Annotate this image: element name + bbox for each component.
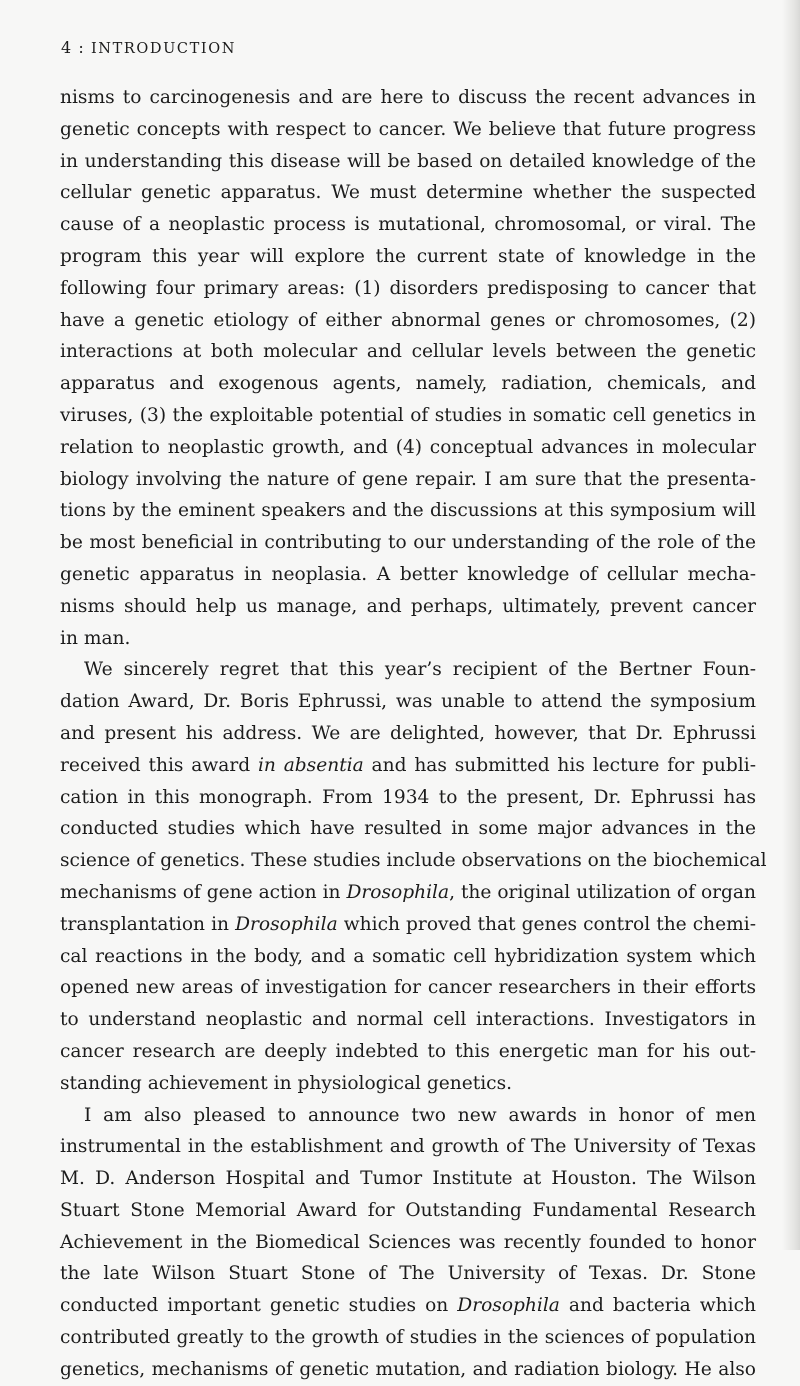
text-line [60,813,756,845]
text-run: conducted studies which have resulted in some major advances in the [60,818,756,840]
text-line [60,432,756,464]
text-run: science of genetics. These studies include observations on the biochemical [60,850,767,872]
text-line [60,1354,756,1386]
text-line [60,782,756,814]
text-run: , the original utilization of organ [449,881,756,903]
text-line [60,941,756,973]
text-line [60,909,756,941]
text-run: which proved that genes control the chemi- [337,913,756,935]
text-run: and has submitted his lecture for publi- [363,754,756,776]
text-run: contributed greatly to the growth of studies in the sciences of population [60,1327,756,1349]
text-run: genetic apparatus in neoplasia. A better knowledge of cellular mecha- [60,563,756,585]
text-line [60,1195,756,1227]
text-run: nisms should help us manage, and perhaps, ultimately, prevent cancer [60,595,756,617]
text-run: be most beneficial in contributing to our understanding of the role of the [60,532,756,554]
text-run: We sincerely regret that this year’s recipient of the Bertner Foun- [84,659,756,681]
text-line [60,209,756,241]
text-run: cal reactions in the body, and a somatic cell hybridization system which [60,945,756,967]
text-run: have a genetic etiology of either abnormal genes or chromosomes, (2) [60,309,756,331]
text-run: dation Award, Dr. Boris Ephrussi, was unable to attend the symposium [60,691,756,713]
text-run: Stuart Stone Memorial Award for Outstanding Fundamental Research [60,1199,756,1221]
text-run: in man. [60,627,131,649]
text-run: opened new areas of investigation for cancer researchers in their efforts [60,977,756,999]
text-line [60,559,756,591]
text-run: instrumental in the establishment and growth of The University of Texas [60,1136,756,1158]
text-run: in understanding this disease will be based on detailed knowledge of the [60,150,756,172]
italic-text: Drosophila [457,1295,560,1317]
text-line [60,82,756,114]
text-line [60,654,756,686]
text-run: transplantation in [60,913,236,935]
text-run: program this year will explore the current state of knowledge in the [60,245,756,267]
text-run: genetic concepts with respect to cancer. We believe that future progress [60,118,756,140]
text-run: the late Wilson Stuart Stone of The University of Texas. Dr. Stone [60,1263,756,1285]
text-run: nisms to carcinogenesis and are here to discuss the recent advances in [60,87,756,108]
text-run: M. D. Anderson Hospital and Tumor Institute at Houston. The Wilson [60,1168,756,1190]
text-run: biology involving the nature of gene repair. I am sure that the presenta- [60,468,756,490]
text-line [60,1258,756,1290]
page-edge-shadow [782,0,800,1250]
text-line [60,114,756,146]
text-run: Achievement in the Biomedical Sciences was recently founded to honor [60,1231,756,1253]
text-line [60,1227,756,1259]
text-line [60,1100,756,1132]
body-text [60,82,767,1386]
text-line [60,845,767,877]
text-line [60,877,756,909]
text-run: cause of a neoplastic process is mutational, chromosomal, or viral. The [60,214,756,236]
text-line [60,146,756,178]
text-line [60,368,756,400]
text-line [60,336,756,368]
text-line [60,591,756,623]
text-line [60,686,756,718]
text-line [60,273,756,305]
text-line [60,241,756,273]
text-run: I am also pleased to announce two new awards in honor of men [84,1104,756,1126]
text-line [60,1036,756,1068]
text-run: and bacteria which [559,1295,756,1317]
text-line [60,718,756,750]
text-line [60,623,756,655]
text-line [60,400,756,432]
text-line [60,972,756,1004]
section-title: INTRODUCTION [90,41,236,57]
text-line [60,1290,756,1322]
running-header [61,38,236,57]
text-line [60,1068,756,1100]
header-separator: : [78,38,85,57]
text-run: to understand neoplastic and normal cell interactions. Investigators in [60,1009,756,1031]
text-run: following four primary areas: (1) disorders predisposing to cancer that [60,277,756,299]
text-run: cation in this monograph. From 1934 to the present, Dr. Ephrussi has [60,786,756,808]
text-run: relation to neoplastic growth, and (4) conceptual advances in molecular [60,436,756,458]
text-run: tions by the eminent speakers and the discussions at this symposium will [60,500,756,522]
text-run: conducted important genetic studies on [60,1295,458,1317]
text-line [60,1322,756,1354]
italic-text: Drosophila [235,913,338,935]
text-line [60,1163,756,1195]
text-run: cancer research are deeply indebted to this energetic man for his out- [60,1040,756,1062]
page-number: 4 [61,38,73,57]
text-line [60,527,756,559]
text-run: genetics, mechanisms of genetic mutation, and radiation biology. He also [60,1358,756,1380]
text-run: standing achievement in physiological genetics. [60,1072,513,1094]
text-run: mechanisms of gene action in [60,881,347,903]
text-line [60,464,756,496]
text-line [60,1004,756,1036]
text-line [60,750,756,782]
text-run: and present his address. We are delighted, however, that Dr. Ephrussi [60,722,756,744]
text-run: cellular genetic apparatus. We must determine whether the suspected [60,182,756,204]
text-line [60,305,756,337]
text-line [60,495,756,527]
italic-text: Drosophila [346,881,450,903]
italic-text: in absentia [257,754,364,776]
text-line [60,177,756,209]
text-run: interactions at both molecular and cellular levels between the genetic [60,341,756,363]
text-line [60,1131,756,1163]
text-run: received this award [60,754,258,776]
text-run: viruses, (3) the exploitable potential of studies in somatic cell genetics in [60,404,756,426]
text-run: apparatus and exogenous agents, namely, radiation, chemicals, and [60,373,756,395]
